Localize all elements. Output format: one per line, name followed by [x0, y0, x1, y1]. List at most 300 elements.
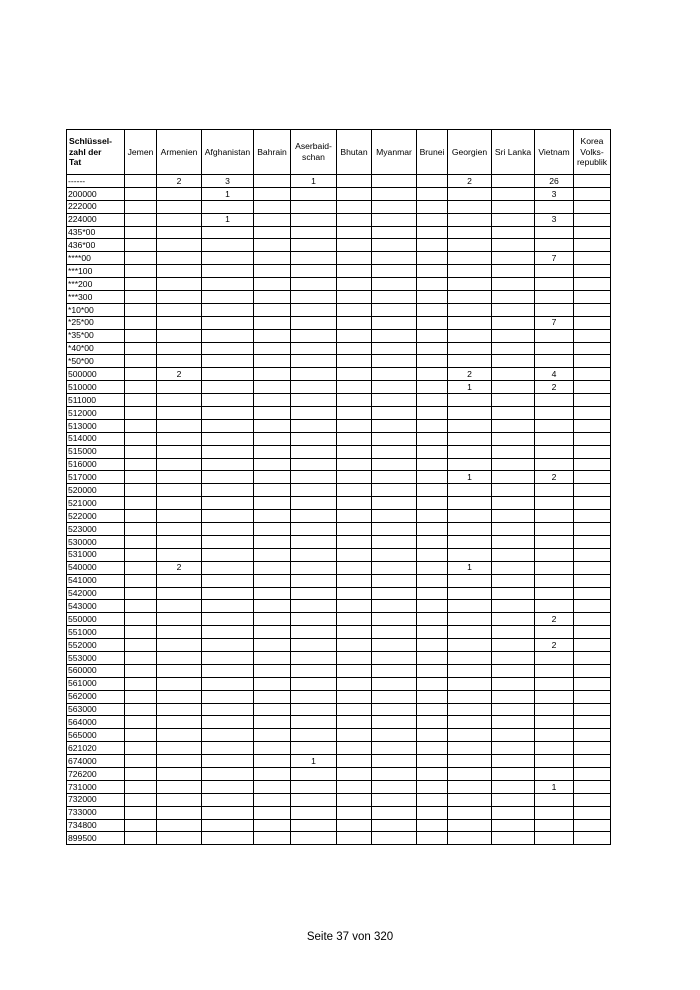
- value-cell: [254, 187, 291, 200]
- value-cell: [157, 587, 202, 600]
- row-key-cell: 542000: [67, 587, 125, 600]
- value-cell: [254, 780, 291, 793]
- value-cell: [291, 587, 337, 600]
- value-cell: [254, 226, 291, 239]
- table-row: [67, 561, 611, 574]
- value-cell: [372, 639, 417, 652]
- value-cell: [291, 484, 337, 497]
- value-cell: [417, 484, 448, 497]
- value-cell: [125, 303, 157, 316]
- value-cell: [448, 419, 492, 432]
- value-cell: 1: [291, 755, 337, 768]
- value-cell: [535, 677, 574, 690]
- value-cell: [574, 574, 611, 587]
- value-cell: [202, 664, 254, 677]
- value-cell: [254, 316, 291, 329]
- value-cell: [448, 793, 492, 806]
- value-cell: [535, 651, 574, 664]
- value-cell: [337, 600, 372, 613]
- value-cell: [337, 252, 372, 265]
- value-cell: [535, 600, 574, 613]
- value-cell: [157, 651, 202, 664]
- column-header: Sri Lanka: [492, 130, 535, 175]
- value-cell: 1: [448, 561, 492, 574]
- value-cell: [574, 419, 611, 432]
- value-cell: [125, 690, 157, 703]
- row-key-cell: 564000: [67, 716, 125, 729]
- value-cell: [448, 664, 492, 677]
- value-cell: [291, 445, 337, 458]
- value-cell: [157, 626, 202, 639]
- value-cell: [291, 278, 337, 291]
- table-row: [67, 239, 611, 252]
- value-cell: [125, 368, 157, 381]
- table-row: [67, 510, 611, 523]
- value-cell: [125, 187, 157, 200]
- value-cell: [492, 677, 535, 690]
- value-cell: [574, 677, 611, 690]
- value-cell: [574, 832, 611, 845]
- table-row: [67, 265, 611, 278]
- value-cell: [337, 291, 372, 304]
- value-cell: [574, 819, 611, 832]
- value-cell: [448, 548, 492, 561]
- value-cell: [202, 316, 254, 329]
- value-cell: [535, 484, 574, 497]
- row-key-cell: 560000: [67, 664, 125, 677]
- value-cell: [157, 664, 202, 677]
- value-cell: [372, 561, 417, 574]
- value-cell: [157, 497, 202, 510]
- value-cell: [202, 484, 254, 497]
- value-cell: [417, 394, 448, 407]
- column-header: Aserbaid- schan: [291, 130, 337, 175]
- value-cell: [372, 793, 417, 806]
- value-cell: [372, 819, 417, 832]
- value-cell: [125, 265, 157, 278]
- row-key-cell: 224000: [67, 213, 125, 226]
- value-cell: [337, 574, 372, 587]
- value-cell: [417, 381, 448, 394]
- value-cell: [535, 664, 574, 677]
- value-cell: [291, 523, 337, 536]
- value-cell: [254, 664, 291, 677]
- value-cell: [492, 767, 535, 780]
- column-header: Vietnam: [535, 130, 574, 175]
- value-cell: [535, 342, 574, 355]
- value-cell: [254, 703, 291, 716]
- value-cell: [202, 265, 254, 278]
- value-cell: [157, 755, 202, 768]
- value-cell: [254, 265, 291, 278]
- value-cell: [492, 329, 535, 342]
- value-cell: [291, 497, 337, 510]
- value-cell: [574, 291, 611, 304]
- value-cell: [574, 278, 611, 291]
- value-cell: [492, 419, 535, 432]
- value-cell: [574, 432, 611, 445]
- value-cell: [157, 278, 202, 291]
- value-cell: [417, 342, 448, 355]
- value-cell: [291, 690, 337, 703]
- value-cell: [202, 510, 254, 523]
- row-key-cell: 523000: [67, 523, 125, 536]
- value-cell: [125, 226, 157, 239]
- value-cell: [291, 368, 337, 381]
- value-cell: [372, 419, 417, 432]
- value-cell: [574, 639, 611, 652]
- value-cell: [417, 445, 448, 458]
- value-cell: [535, 587, 574, 600]
- value-cell: [291, 329, 337, 342]
- value-cell: 3: [202, 175, 254, 188]
- value-cell: [417, 600, 448, 613]
- value-cell: [492, 664, 535, 677]
- table-row: [67, 819, 611, 832]
- value-cell: 7: [535, 316, 574, 329]
- value-cell: [202, 407, 254, 420]
- value-cell: [337, 729, 372, 742]
- value-cell: [157, 471, 202, 484]
- value-cell: [202, 471, 254, 484]
- value-cell: [574, 548, 611, 561]
- value-cell: [492, 832, 535, 845]
- value-cell: [448, 600, 492, 613]
- value-cell: [157, 548, 202, 561]
- value-cell: [574, 613, 611, 626]
- table-row: [67, 200, 611, 213]
- value-cell: [254, 677, 291, 690]
- row-key-cell: *25*00: [67, 316, 125, 329]
- value-cell: [125, 407, 157, 420]
- value-cell: [372, 239, 417, 252]
- value-cell: [157, 316, 202, 329]
- value-cell: [448, 690, 492, 703]
- value-cell: [372, 484, 417, 497]
- value-cell: [535, 548, 574, 561]
- value-cell: [337, 187, 372, 200]
- value-cell: [202, 381, 254, 394]
- value-cell: [448, 832, 492, 845]
- value-cell: [202, 600, 254, 613]
- value-cell: [372, 445, 417, 458]
- value-cell: [448, 819, 492, 832]
- value-cell: 1: [202, 187, 254, 200]
- value-cell: [291, 742, 337, 755]
- value-cell: [417, 819, 448, 832]
- value-cell: [337, 561, 372, 574]
- value-cell: [574, 729, 611, 742]
- value-cell: [202, 303, 254, 316]
- value-cell: [448, 187, 492, 200]
- value-cell: [492, 535, 535, 548]
- value-cell: [202, 793, 254, 806]
- value-cell: [337, 368, 372, 381]
- value-cell: [372, 316, 417, 329]
- value-cell: [291, 626, 337, 639]
- value-cell: [125, 497, 157, 510]
- value-cell: [574, 252, 611, 265]
- value-cell: [157, 226, 202, 239]
- value-cell: [254, 381, 291, 394]
- value-cell: [157, 703, 202, 716]
- value-cell: [448, 484, 492, 497]
- value-cell: [492, 561, 535, 574]
- value-cell: [254, 213, 291, 226]
- value-cell: [202, 742, 254, 755]
- value-cell: [125, 548, 157, 561]
- value-cell: [254, 497, 291, 510]
- value-cell: [448, 639, 492, 652]
- value-cell: [125, 471, 157, 484]
- table-row: [67, 226, 611, 239]
- value-cell: [448, 265, 492, 278]
- value-cell: [417, 729, 448, 742]
- table-row: [67, 690, 611, 703]
- value-cell: [535, 690, 574, 703]
- value-cell: [372, 535, 417, 548]
- value-cell: [492, 265, 535, 278]
- value-cell: [202, 703, 254, 716]
- value-cell: [574, 767, 611, 780]
- value-cell: [254, 175, 291, 188]
- value-cell: [574, 239, 611, 252]
- value-cell: [337, 613, 372, 626]
- value-cell: [157, 265, 202, 278]
- value-cell: [125, 613, 157, 626]
- value-cell: [202, 716, 254, 729]
- row-key-cell: ***200: [67, 278, 125, 291]
- value-cell: [337, 755, 372, 768]
- table-row: [67, 523, 611, 536]
- value-cell: 1: [202, 213, 254, 226]
- value-cell: [574, 368, 611, 381]
- value-cell: [291, 677, 337, 690]
- value-cell: [202, 806, 254, 819]
- table-row: [67, 355, 611, 368]
- value-cell: [337, 639, 372, 652]
- value-cell: [492, 407, 535, 420]
- row-key-cell: 565000: [67, 729, 125, 742]
- value-cell: 1: [448, 471, 492, 484]
- value-cell: [535, 355, 574, 368]
- value-cell: [157, 394, 202, 407]
- value-cell: [157, 574, 202, 587]
- value-cell: [492, 806, 535, 819]
- value-cell: 7: [535, 252, 574, 265]
- value-cell: [254, 651, 291, 664]
- value-cell: [125, 445, 157, 458]
- value-cell: 3: [535, 187, 574, 200]
- value-cell: [337, 716, 372, 729]
- value-cell: [157, 767, 202, 780]
- value-cell: 2: [535, 613, 574, 626]
- value-cell: [125, 523, 157, 536]
- value-cell: [535, 626, 574, 639]
- value-cell: [337, 806, 372, 819]
- value-cell: [492, 342, 535, 355]
- value-cell: [448, 252, 492, 265]
- value-cell: [254, 755, 291, 768]
- value-cell: [448, 316, 492, 329]
- value-cell: [337, 742, 372, 755]
- value-cell: [448, 445, 492, 458]
- column-header: Georgien: [448, 130, 492, 175]
- value-cell: [202, 252, 254, 265]
- value-cell: 4: [535, 368, 574, 381]
- value-cell: [574, 806, 611, 819]
- value-cell: [254, 587, 291, 600]
- value-cell: [535, 419, 574, 432]
- value-cell: [448, 806, 492, 819]
- row-key-cell: 541000: [67, 574, 125, 587]
- row-key-cell: 553000: [67, 651, 125, 664]
- row-key-cell: 674000: [67, 755, 125, 768]
- value-cell: [417, 368, 448, 381]
- value-cell: [202, 832, 254, 845]
- value-cell: [535, 806, 574, 819]
- value-cell: [337, 200, 372, 213]
- value-cell: [372, 329, 417, 342]
- value-cell: [157, 613, 202, 626]
- value-cell: [202, 548, 254, 561]
- value-cell: [417, 471, 448, 484]
- value-cell: [372, 342, 417, 355]
- value-cell: [157, 239, 202, 252]
- value-cell: [417, 510, 448, 523]
- table-row: [67, 407, 611, 420]
- value-cell: [372, 291, 417, 304]
- value-cell: [492, 471, 535, 484]
- value-cell: [125, 510, 157, 523]
- value-cell: [574, 523, 611, 536]
- value-cell: [492, 213, 535, 226]
- value-cell: [254, 832, 291, 845]
- row-key-cell: 500000: [67, 368, 125, 381]
- value-cell: [125, 574, 157, 587]
- value-cell: [291, 703, 337, 716]
- row-key-cell: ------: [67, 175, 125, 188]
- value-cell: [291, 510, 337, 523]
- value-cell: 2: [535, 471, 574, 484]
- value-cell: [125, 316, 157, 329]
- value-cell: [492, 510, 535, 523]
- value-cell: [291, 187, 337, 200]
- value-cell: [492, 613, 535, 626]
- value-cell: [372, 407, 417, 420]
- value-cell: [492, 626, 535, 639]
- value-cell: [337, 394, 372, 407]
- value-cell: [125, 755, 157, 768]
- row-key-cell: 521000: [67, 497, 125, 510]
- value-cell: [417, 626, 448, 639]
- row-key-cell: 515000: [67, 445, 125, 458]
- value-cell: [417, 832, 448, 845]
- value-cell: [372, 729, 417, 742]
- table-row: [67, 278, 611, 291]
- row-key-cell: 514000: [67, 432, 125, 445]
- value-cell: 2: [448, 175, 492, 188]
- value-cell: [535, 755, 574, 768]
- value-cell: [372, 677, 417, 690]
- value-cell: 2: [157, 561, 202, 574]
- value-cell: [372, 548, 417, 561]
- row-key-cell: 522000: [67, 510, 125, 523]
- value-cell: [157, 742, 202, 755]
- value-cell: [125, 432, 157, 445]
- value-cell: [492, 303, 535, 316]
- value-cell: [125, 600, 157, 613]
- value-cell: [157, 484, 202, 497]
- value-cell: [337, 239, 372, 252]
- value-cell: [372, 587, 417, 600]
- value-cell: [254, 716, 291, 729]
- value-cell: [574, 535, 611, 548]
- value-cell: [291, 213, 337, 226]
- value-cell: [492, 703, 535, 716]
- value-cell: [202, 432, 254, 445]
- table-row: [67, 755, 611, 768]
- value-cell: [417, 355, 448, 368]
- value-cell: [492, 484, 535, 497]
- value-cell: [417, 226, 448, 239]
- value-cell: [254, 806, 291, 819]
- value-cell: [372, 355, 417, 368]
- value-cell: [535, 278, 574, 291]
- value-cell: [202, 329, 254, 342]
- value-cell: [535, 510, 574, 523]
- value-cell: [372, 226, 417, 239]
- value-cell: [337, 535, 372, 548]
- row-key-cell: 621020: [67, 742, 125, 755]
- value-cell: [337, 780, 372, 793]
- value-cell: [337, 329, 372, 342]
- table-row: [67, 587, 611, 600]
- value-cell: 1: [448, 381, 492, 394]
- value-cell: [337, 316, 372, 329]
- value-cell: [125, 703, 157, 716]
- value-cell: [254, 742, 291, 755]
- value-cell: [417, 252, 448, 265]
- value-cell: [202, 239, 254, 252]
- value-cell: [125, 729, 157, 742]
- value-cell: [291, 432, 337, 445]
- table-row: [67, 703, 611, 716]
- value-cell: [291, 729, 337, 742]
- value-cell: [337, 587, 372, 600]
- row-key-cell: 543000: [67, 600, 125, 613]
- value-cell: [492, 381, 535, 394]
- value-cell: [574, 265, 611, 278]
- value-cell: [417, 639, 448, 652]
- value-cell: [254, 819, 291, 832]
- value-cell: [372, 303, 417, 316]
- value-cell: [157, 342, 202, 355]
- value-cell: [202, 677, 254, 690]
- row-key-cell: 435*00: [67, 226, 125, 239]
- value-cell: [254, 368, 291, 381]
- value-cell: [254, 548, 291, 561]
- value-cell: [448, 355, 492, 368]
- value-cell: [291, 252, 337, 265]
- table-row: [67, 600, 611, 613]
- value-cell: [372, 613, 417, 626]
- value-cell: [254, 342, 291, 355]
- value-cell: [157, 600, 202, 613]
- value-cell: [574, 510, 611, 523]
- value-cell: [448, 703, 492, 716]
- value-cell: [337, 303, 372, 316]
